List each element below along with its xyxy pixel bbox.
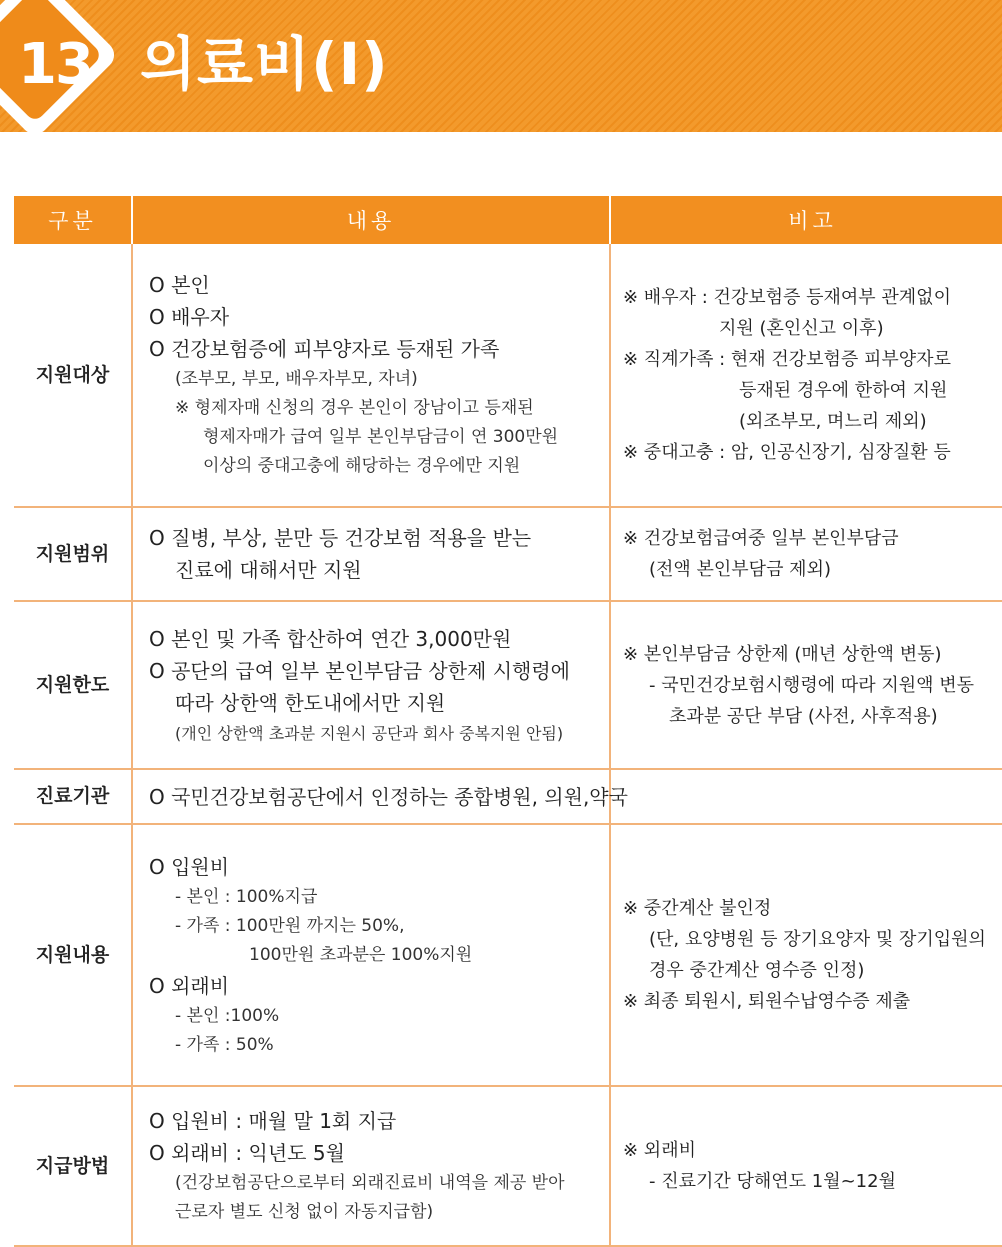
remark-line: - 국민건강보험시행령에 따라 지원액 변동 xyxy=(649,674,974,696)
remark-line: (전액 본인부담금 제외) xyxy=(649,559,831,580)
row-remarks xyxy=(610,244,1002,507)
content-note: (개인 상한액 초과분 지원시 공단과 회사 중복지원 안됨) xyxy=(175,723,564,743)
content-subitem: - 가족 : 100만원 까지는 50%, xyxy=(175,915,405,936)
remark-line: ※ 건강보험급여중 일부 본인부담금 xyxy=(623,528,899,549)
table-row xyxy=(14,244,1002,507)
row-content xyxy=(132,507,610,601)
content-item: O 입원비 : 매월 말 1회 지급 xyxy=(149,1105,603,1137)
remark-line: 지원 (혼인신고 이후) xyxy=(719,318,884,339)
remark-line: - 진료기간 당해연도 1월~12월 xyxy=(649,1171,896,1192)
header-content: 내용 xyxy=(132,196,610,244)
content-note: (건강보험공단으로부터 외래진료비 내역을 제공 받아 xyxy=(175,1173,565,1193)
remark-line: ※ 본인부담금 상한제 (매년 상한액 변동) xyxy=(623,643,942,665)
row-category: 지원한도 xyxy=(14,601,132,769)
row-content xyxy=(132,244,610,507)
row-category: 지원범위 xyxy=(14,507,132,601)
content-item: O 배우자 xyxy=(149,301,603,333)
content-item: O 본인 및 가족 합산하여 연간 3,000만원 xyxy=(149,623,603,655)
header-remarks: 비고 xyxy=(610,196,1002,244)
content-item: O 외래비 : 익년도 5월 xyxy=(149,1137,603,1169)
content-item: O 질병, 부상, 분만 등 건강보험 적용을 받는 xyxy=(149,522,603,554)
content-item: O 본인 xyxy=(149,269,603,301)
row-remarks xyxy=(610,1086,1002,1246)
table-header-row xyxy=(14,196,1002,244)
table-row xyxy=(14,601,1002,769)
row-content xyxy=(132,601,610,769)
content-subitem: - 본인 :100% xyxy=(175,1005,280,1026)
remark-line: ※ 외래비 xyxy=(623,1140,696,1161)
content-note: 근로자 별도 신청 없이 자동지급함) xyxy=(175,1202,434,1222)
table-row xyxy=(14,1086,1002,1246)
content-item: O 공단의 급여 일부 본인부담금 상한제 시행령에 xyxy=(149,655,603,687)
table-row xyxy=(14,769,1002,824)
content-item: O 입원비 xyxy=(149,851,603,883)
remark-line: 경우 중간계산 영수증 인정) xyxy=(649,960,865,981)
content-item: O 건강보험증에 피부양자로 등재된 가족 xyxy=(149,333,603,365)
content-note: 형제자매가 급여 일부 본인부담금이 연 300만원 xyxy=(203,427,559,447)
title-banner xyxy=(0,0,1002,132)
header-category: 구분 xyxy=(14,196,132,244)
row-remarks xyxy=(610,824,1002,1086)
remark-line: (단, 요양병원 등 장기요양자 및 장기입원의 xyxy=(649,929,986,950)
content-item-continued: 진료에 대해서만 지원 xyxy=(175,558,362,582)
row-content xyxy=(132,824,610,1086)
remark-line: ※ 중대고충 : 암, 인공신장기, 심장질환 등 xyxy=(623,442,951,463)
remark-line: 등재된 경우에 한하여 지원 xyxy=(739,380,948,401)
content-subitem: 100만원 초과분은 100%지원 xyxy=(249,944,473,965)
content-note: 이상의 중대고충에 해당하는 경우에만 지원 xyxy=(203,456,521,476)
benefit-table xyxy=(14,196,1002,1247)
remark-line: ※ 배우자 : 건강보험증 등재여부 관계없이 xyxy=(623,287,951,308)
row-remarks xyxy=(610,601,1002,769)
row-content xyxy=(132,1086,610,1246)
remark-line: ※ 직계가족 : 현재 건강보험증 피부양자로 xyxy=(623,349,951,370)
section-number: 13 xyxy=(18,32,92,97)
section-badge xyxy=(0,0,130,150)
content-subitem: (조부모, 부모, 배우자부모, 자녀) xyxy=(175,369,418,389)
content-item: O 국민건강보험공단에서 인정하는 종합병원, 의원,약국 xyxy=(149,781,603,813)
content-item-continued: 따라 상한액 한도내에서만 지원 xyxy=(175,690,446,715)
content-item: O 외래비 xyxy=(149,970,603,1002)
row-remarks xyxy=(610,769,1002,824)
remark-line: (외조부모, 며느리 제외) xyxy=(739,411,927,432)
table-row xyxy=(14,507,1002,601)
table-row xyxy=(14,824,1002,1086)
row-remarks xyxy=(610,507,1002,601)
row-content xyxy=(132,769,628,824)
content-subitem: - 가족 : 50% xyxy=(175,1034,274,1055)
content-note: ※ 형제자매 신청의 경우 본인이 장남이고 등재된 xyxy=(175,398,534,418)
remark-line: ※ 최종 퇴원시, 퇴원수납영수증 제출 xyxy=(623,991,911,1012)
remark-line: ※ 중간계산 불인정 xyxy=(623,898,772,919)
row-category: 지급방법 xyxy=(14,1086,132,1246)
content-subitem: - 본인 : 100%지급 xyxy=(175,886,318,907)
row-category: 진료기관 xyxy=(14,769,132,824)
row-category: 지원대상 xyxy=(14,244,132,507)
remark-line: 초과분 공단 부담 (사전, 사후적용) xyxy=(669,705,938,727)
row-category: 지원내용 xyxy=(14,824,132,1086)
page-title: 의료비(Ⅰ) xyxy=(140,30,389,98)
